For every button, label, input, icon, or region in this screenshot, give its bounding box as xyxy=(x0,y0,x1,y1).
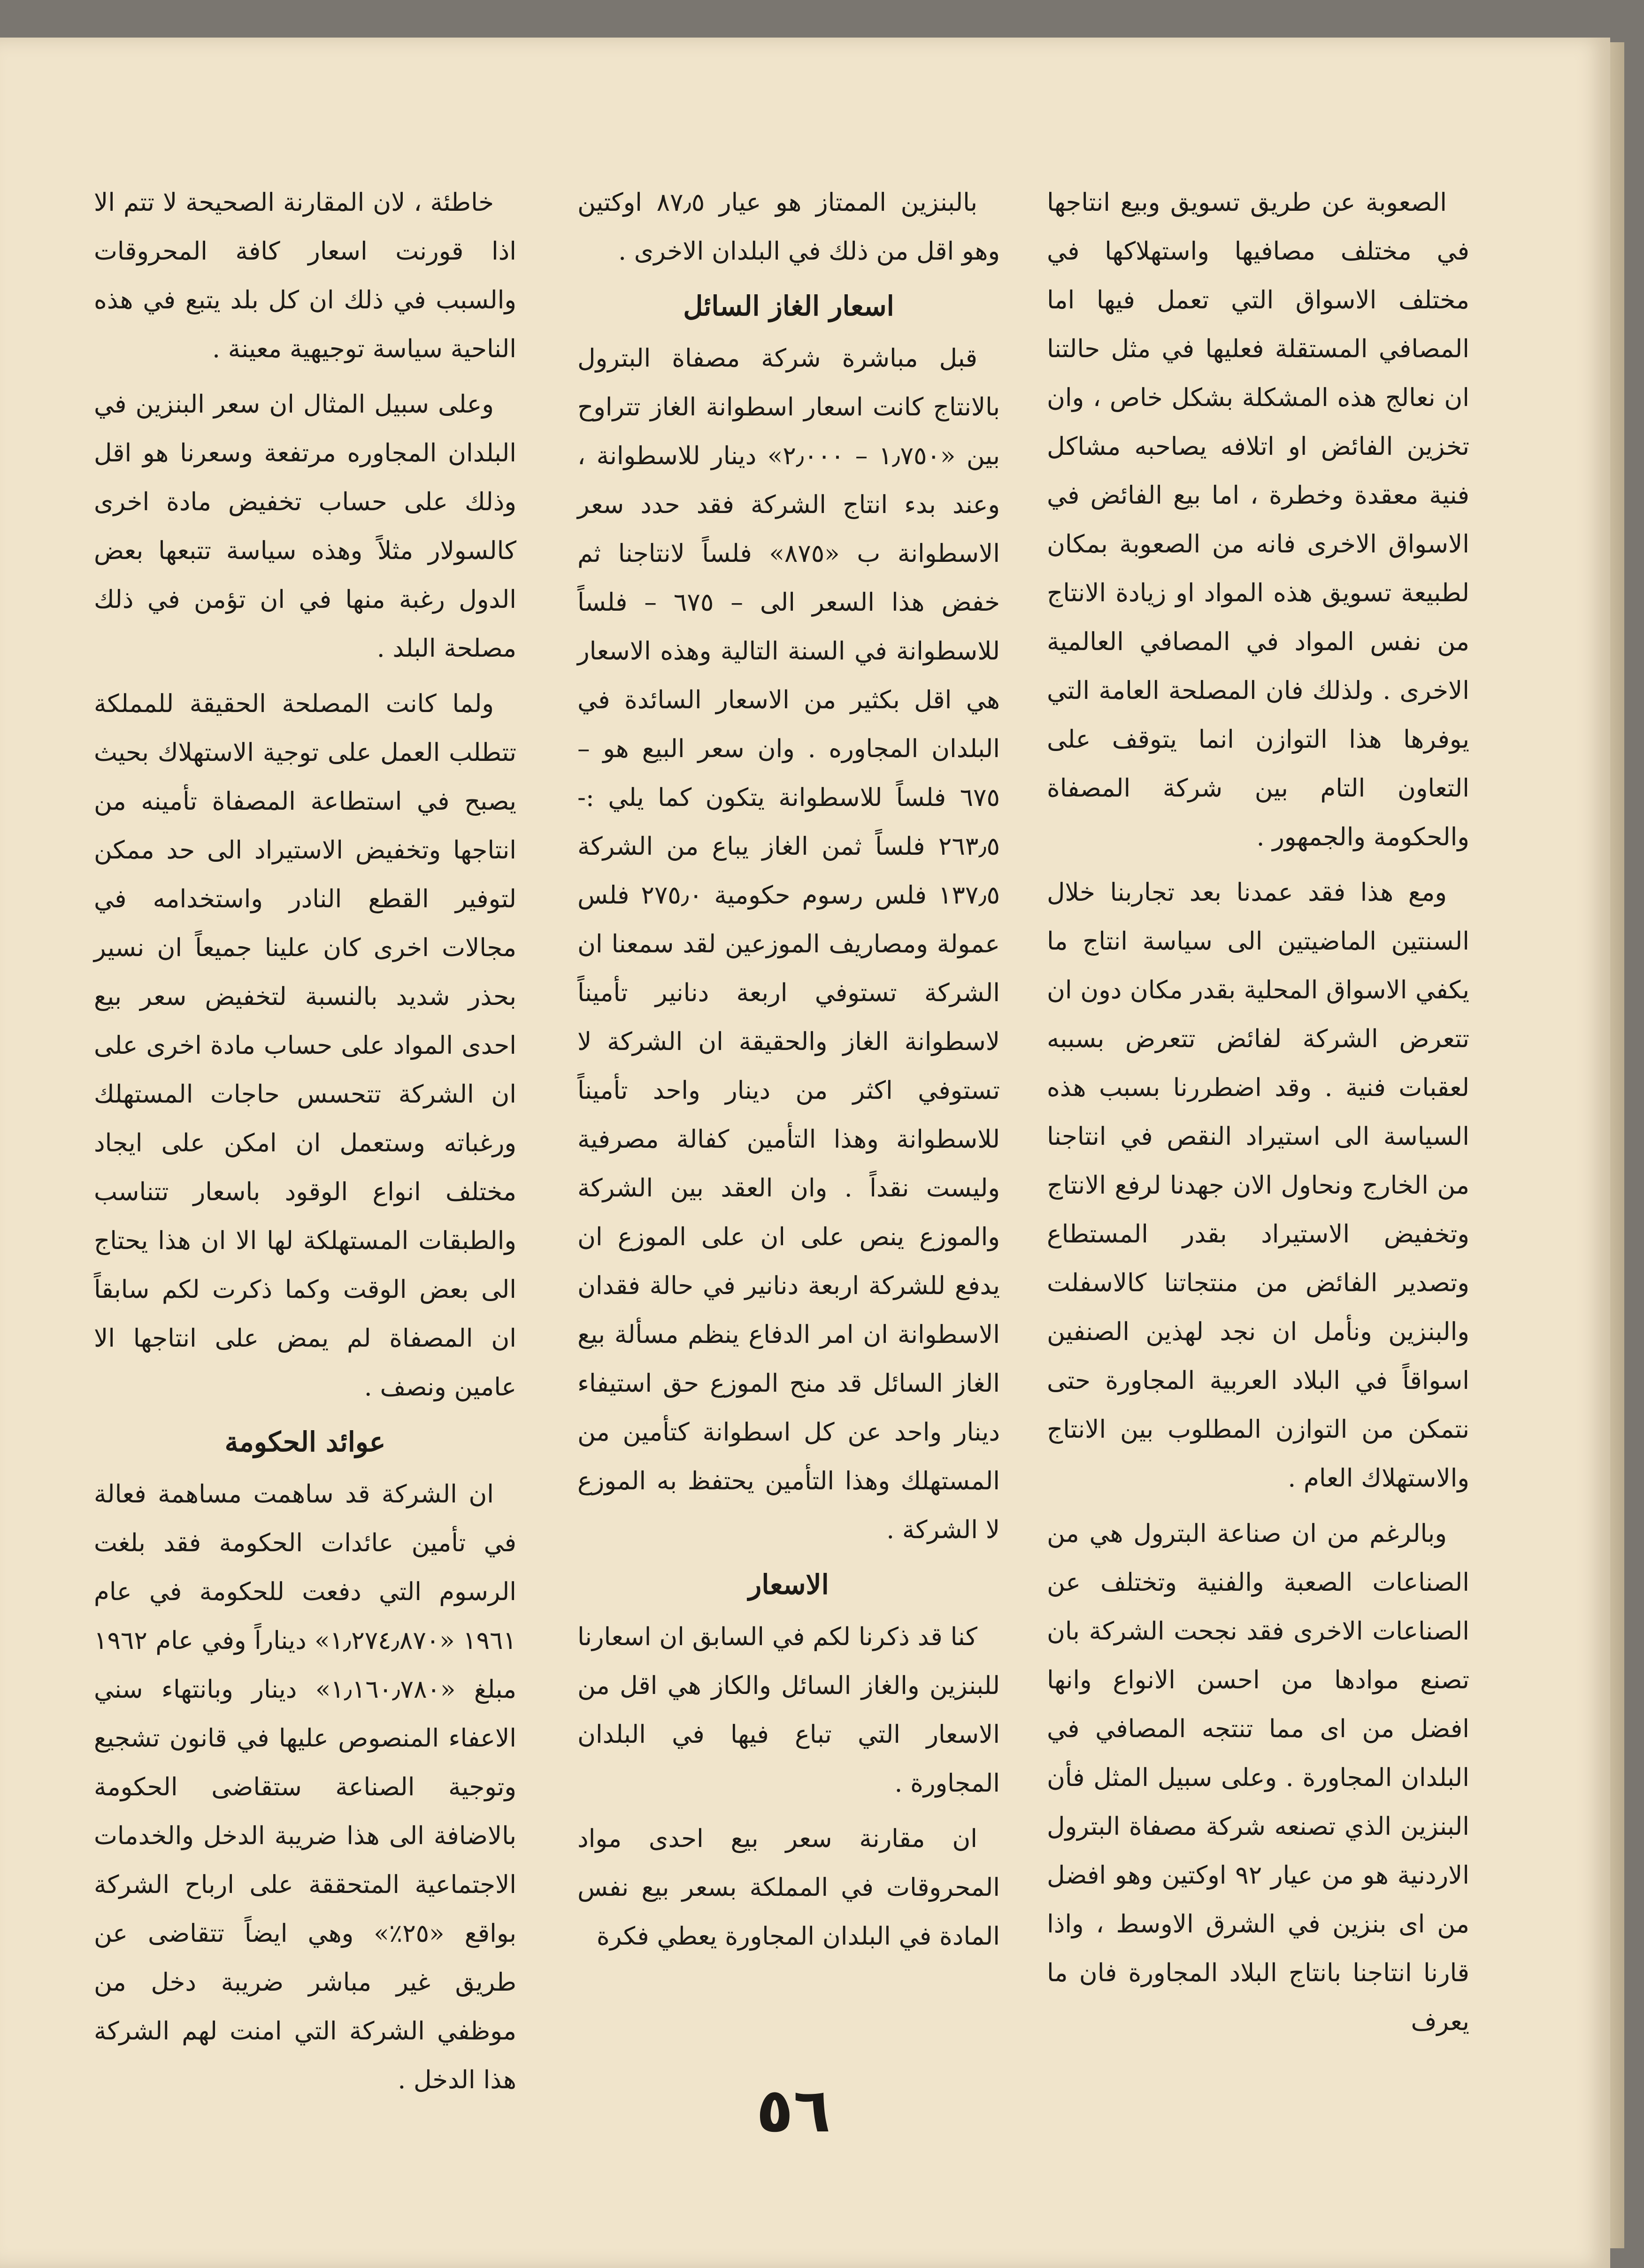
paragraph: ومع هذا فقد عمدنا بعد تجاربنا خلال السنتين الماضيتين الى سياسة انتاج ما يكفي الاسواق المحلية بقدر مكان دون ان تتعرض الشركة لفائض تتعرض بسببه لعقبات فنية . وقد اضطررنا بسبب هذه السياسة الى استيراد النقص في انتاجنا من الخارج ونحاول الان جهدنا لرفع الانتاج وتخفيض الاستيراد بقدر المستطاع وتصدير الفائض من منتجاتنا كالاسفلت والبنزين ونأمل ان نجد لهذين الصنفين اسواقاً في البلاد العربية المجاورة حتى نتمكن من التوازن المطلوب بين الانتاج والاستهلاك العام . xyxy=(1047,878,1469,1493)
paragraph: وبالرغم من ان صناعة البترول هي من الصناعات الصعبة والفنية وتختلف عن الصناعات الاخرى فقد نجحت الشركة بان تصنع موادها من احسن الانواع وانها افضل من اى مما تنتجه المصافي في البلدان المجاورة . وعلى سبيل المثل فأن البنزين الذي تصنعه شركة مصفاة البترول الاردنية هو من عيار ٩٢ اوكتين وهو افضل من اى بنزين في الشرق الاوسط ، واذا قارنا انتاجنا بانتاج البلاد المجاورة فان ما يعرف xyxy=(1047,1519,1469,2036)
paragraph: ولما كانت المصلحة الحقيقة للمملكة تتطلب العمل على توجية الاستهلاك بحيث يصبح في استطاعة المصفاة تأمينه من انتاجها وتخفيض الاستيراد الى حد ممكن لتوفير القطع النادر واستخدامه في مجالات اخرى كان علينا جميعاً ان نسير بحذر شديد بالنسبة لتخفيض سعر بيع احدى المواد على حساب مادة اخرى على ان الشركة تتحسس حاجات المستهلك ورغباته وستعمل ان امكن على ايجاد مختلف انواع الوقود باسعار تتناسب والطبقات المستهلكة لها الا ان هذا يحتاج الى بعض الوقت وكما ذكرت لكم سابقاً ان المصفاة لم يمض على انتاجها الا عامين ونصف . xyxy=(94,690,516,1402)
section-heading-prices: الاسعار xyxy=(748,1569,829,1601)
paragraph: ان الشركة قد ساهمت مساهمة فعالة في تأمين عائدات الحكومة فقد بلغت الرسوم التي دفعت للحكومة في عام ١٩٦١ «١٫٢٧٤٫٨٧٠» ديناراً وفي عام ١٩٦٢ مبلغ «١٫١٦٠٫٧٨٠» دينار وبانتهاء سني الاعفاء المنصوص عليها في قانون تشجيع وتوجية الصناعة ستقاضى الحكومة بالاضافة الى هذا ضريبة الدخل والخدمات الاجتماعية المتحققة على ارباح الشركة بواقع «٢٥٪» وهي ايضاً تتقاضى عن طريق غير مباشر ضريبة دخل من موظفي الشركة التي امنت لهم الشركة هذا الدخل . xyxy=(94,1480,516,2094)
paragraph: وعلى سبيل المثال ان سعر البنزين في البلدان المجاوره مرتفعة وسعرنا هو اقل وذلك على حساب تخفيض مادة اخرى كالسولار مثلاً وهذه سياسة تتبعها بعض الدول رغبة منها في ان تؤمن في ذلك مصلحة البلد . xyxy=(94,390,516,663)
column-left xyxy=(94,178,516,2094)
section-heading-government-revenue: عوائد الحكومة xyxy=(224,1426,386,1458)
paragraph: كنا قد ذكرنا لكم في السابق ان اسعارنا للبنزين والغاز السائل والكاز هي اقل من الاسعار التي تباع فيها في البلدان المجاورة . xyxy=(577,1623,1000,1798)
column-middle xyxy=(577,178,1000,2065)
paragraph: خاطئة ، لان المقارنة الصحيحة لا تتم الا اذا قورنت اسعار كافة المحروقات والسبب في ذلك ان كل بلد يتبع في هذه الناحية سياسة توجيهية معينة . xyxy=(94,188,516,363)
column-right xyxy=(1047,178,1469,2065)
page-number: ٥٦ xyxy=(756,2075,831,2146)
paragraph: بالبنزين الممتاز هو عيار ٨٧٫٥ اوكتين وهو اقل من ذلك في البلدان الاخرى . xyxy=(577,188,1000,266)
paragraph: ان مقارنة سعر بيع احدى مواد المحروقات في المملكة بسعر بيع نفس المادة في البلدان المجاورة يعطي فكرة xyxy=(577,1824,1000,1951)
paragraph: الصعوبة عن طريق تسويق وبيع انتاجها في مختلف مصافيها واستهلاكها في مختلف الاسواق التي تعمل فيها اما المصافي المستقلة فعليها في مثل حالتنا ان نعالج هذه المشكلة بشكل خاص ، وان تخزين الفائض او اتلافه يصاحبه مشاكل فنية معقدة وخطرة ، اما بيع الفائض في الاسواق الاخرى فانه من الصعوبة بمكان لطبيعة تسويق هذه المواد او زيادة الانتاج من نفس المواد في المصافي العالمية الاخرى . ولذلك فان المصلحة العامة التي يوفرها هذا التوازن انما يتوقف على التعاون التام بين شركة المصفاة والحكومة والجمهور . xyxy=(1047,188,1469,851)
paragraph: قبل مباشرة شركة مصفاة البترول بالانتاج كانت اسعار اسطوانة الغاز تتراوح بين «١٫٧٥٠ – ٢٫٠٠٠» دينار للاسطوانة ، وعند بدء انتاج الشركة فقد حدد سعر الاسطوانة ب «٨٧٥» فلساً لانتاجنا ثم خفض هذا السعر الى – ٦٧٥ – فلساً للاسطوانة في السنة التالية وهذه الاسعار هي اقل بكثير من الاسعار السائدة في البلدان المجاوره . وان سعر البيع هو – ٦٧٥ فلساً للاسطوانة يتكون كما يلي :- ٢٦٣٫٥ فلساً ثمن الغاز يباع من الشركة ١٣٧٫٥ فلس رسوم حكومية ٢٧٥٫٠ فلس عمولة ومصاريف الموزعين لقد سمعنا ان الشركة تستوفي اربعة دنانير تأميناً لاسطوانة الغاز والحقيقة ان الشركة لا تستوفي اكثر من دينار واحد تأميناً للاسطوانة وهذا التأمين كفالة مصرفية وليست نقداً . وان العقد بين الشركة والموزع ينص على ان على الموزع ان يدفع للشركة اربعة دنانير في حالة فقدان الاسطوانة ان امر الدفاع ينظم مسألة بيع الغاز السائل قد منح الموزع حق استيفاء دينار واحد عن كل اسطوانة كتأمين من المستهلك وهذا التأمين يحتفظ به الموزع لا الشركة . xyxy=(577,344,1000,1544)
section-heading-gas-prices: اسعار الغاز السائل xyxy=(683,290,894,322)
